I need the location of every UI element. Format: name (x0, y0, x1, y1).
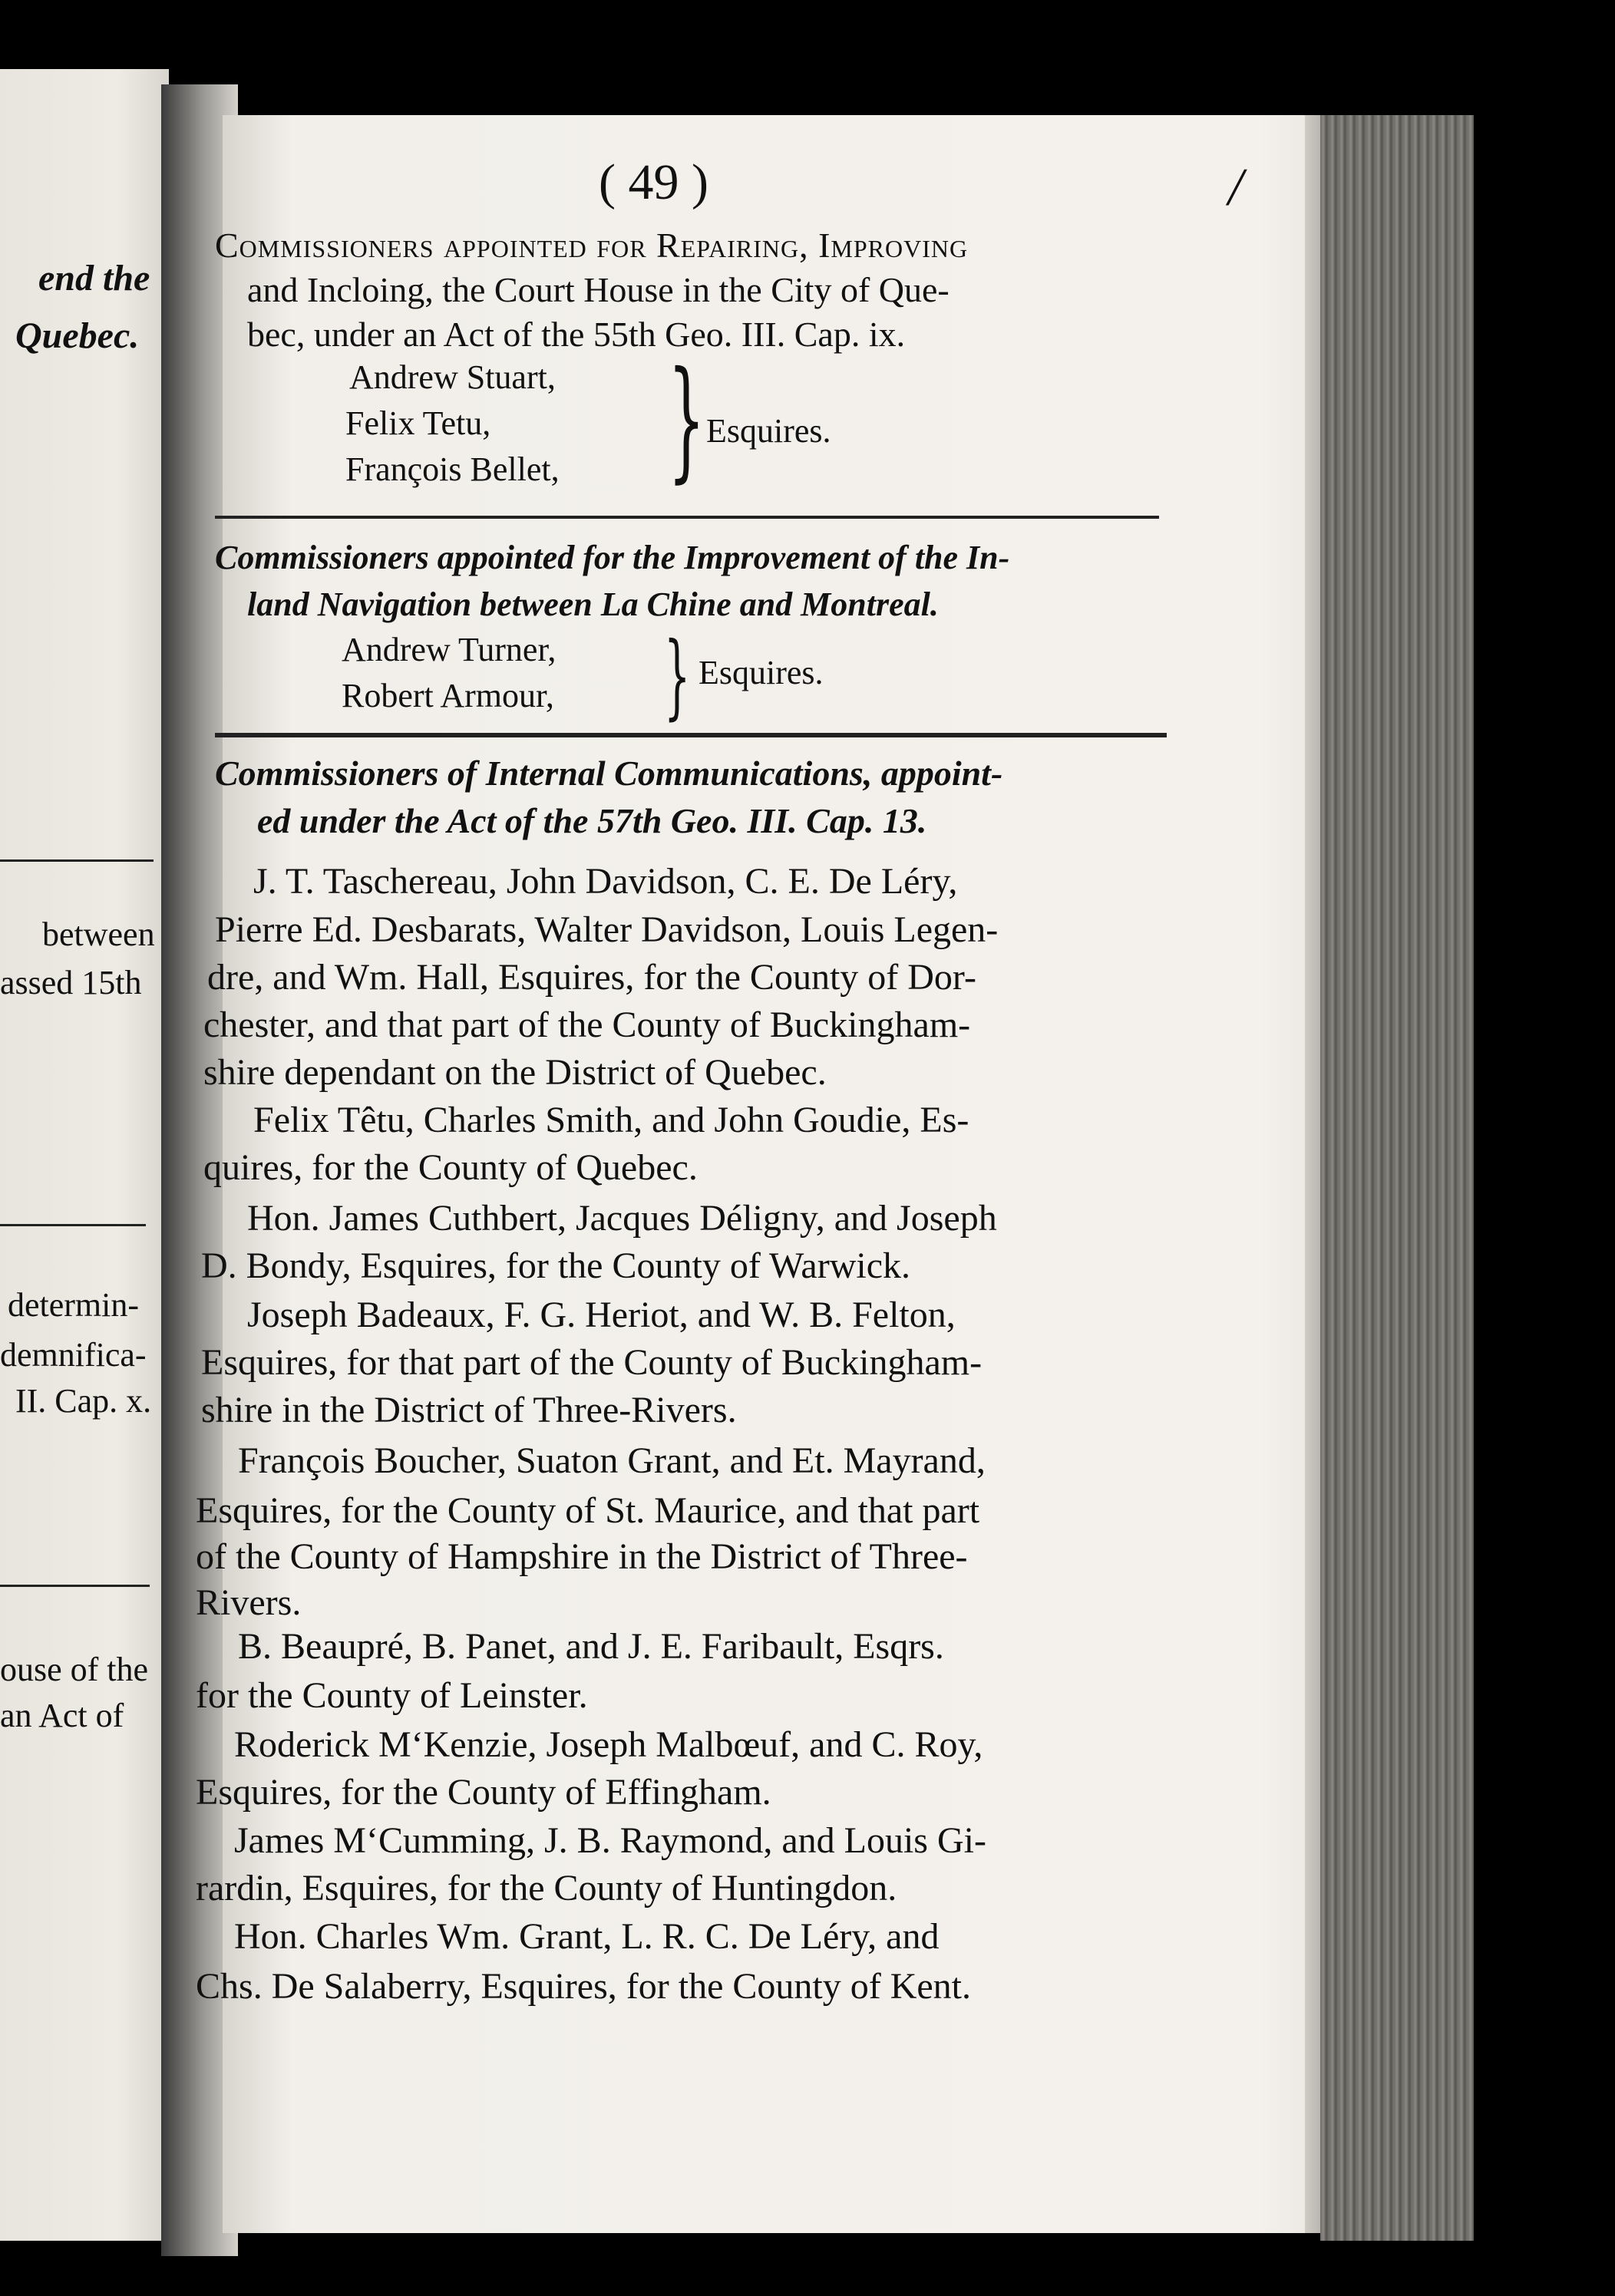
section-rule (215, 733, 1167, 737)
left-facing-page (0, 69, 169, 2241)
body-line: François Boucher, Suaton Grant, and Et. Mayrand, (238, 1440, 986, 1481)
body-line: for the County of Leinster. (196, 1675, 588, 1716)
left-rule (0, 859, 154, 862)
body-line: Esquires, for the County of St. Maurice, and that part (196, 1490, 980, 1531)
left-text-line: an Act of (0, 1697, 124, 1734)
body-line: shire in the District of Three-Rivers. (201, 1390, 737, 1430)
body-line: B. Beaupré, B. Panet, and J. E. Faribault, Esqrs. (238, 1626, 944, 1667)
section1-name: Andrew Stuart, (349, 358, 556, 396)
section3-heading: Commissioners of Internal Communications, appoint- (215, 754, 1003, 793)
body-line: shire dependant on the District of Quebec. (203, 1052, 827, 1093)
section2-name: Robert Armour, (342, 677, 554, 714)
body-line: quires, for the County of Quebec. (203, 1147, 698, 1188)
left-text-line: between (42, 915, 155, 953)
left-rule (0, 1585, 150, 1587)
left-text-line: end the (38, 258, 150, 299)
section2-title: Esquires. (699, 654, 824, 691)
body-line: chester, and that part of the County of Buckingham- (203, 1004, 971, 1045)
body-line: Esquires, for the County of Effingham. (196, 1772, 771, 1813)
section2-name: Andrew Turner, (342, 631, 556, 668)
left-text-line: determin- (8, 1286, 140, 1324)
body-line: Chs. De Salaberry, Esquires, for the County of Kent. (196, 1966, 972, 2007)
section1-name: François Bellet, (345, 450, 560, 488)
section1-line: Commissioners appointed for Repairing, Improving (215, 226, 969, 265)
body-line: D. Bondy, Esquires, for the County of Warwick. (201, 1245, 910, 1286)
section-rule (215, 516, 1159, 519)
left-text-line: assed 15th (0, 964, 142, 1001)
margin-mark: / (1228, 158, 1243, 217)
body-line: Pierre Ed. Desbarats, Walter Davidson, Louis Legen- (215, 909, 999, 950)
body-line: James M‘Cumming, J. B. Raymond, and Louis Gi- (234, 1820, 986, 1861)
left-rule (0, 1224, 146, 1226)
body-line: Felix Têtu, Charles Smith, and John Goudie, Es- (253, 1100, 969, 1140)
section2-line: Commissioners appointed for the Improvement of the In- (215, 539, 1010, 576)
left-text-line: II. Cap. x. (15, 1382, 152, 1420)
section1-line: and Incloing, the Court House in the City of Que- (247, 270, 950, 309)
section1-name: Felix Tetu, (345, 404, 491, 442)
section1-title: Esquires. (706, 412, 831, 450)
body-line: of the County of Hampshire in the District of Three- (196, 1536, 968, 1577)
body-line: J. T. Taschereau, John Davidson, C. E. De Léry, (253, 861, 958, 902)
section1-line: bec, under an Act of the 55th Geo. III. Cap. ix. (247, 315, 906, 354)
brace-icon: } (668, 344, 705, 496)
body-line: rardin, Esquires, for the County of Huntingdon. (196, 1868, 897, 1908)
section3-heading: ed under the Act of the 57th Geo. III. Cap. 13. (257, 801, 927, 840)
body-line: Joseph Badeaux, F. G. Heriot, and W. B. Felton, (247, 1295, 956, 1335)
left-text-line: ouse of the (0, 1651, 149, 1688)
body-line: Hon. James Cuthbert, Jacques Déligny, and Joseph (247, 1198, 997, 1239)
body-line: dre, and Wm. Hall, Esquires, for the County of Dor- (207, 957, 976, 998)
section2-line: land Navigation between La Chine and Montreal. (247, 586, 939, 623)
brace-icon: } (664, 623, 691, 730)
left-text-line: Quebec. (15, 315, 140, 356)
body-line: Rivers. (196, 1582, 302, 1623)
body-line: Hon. Charles Wm. Grant, L. R. C. De Léry, and (234, 1916, 940, 1957)
body-line: Roderick M‘Kenzie, Joseph Malbœuf, and C. Roy, (234, 1724, 983, 1765)
body-line: Esquires, for that part of the County of Buckingham- (201, 1342, 983, 1383)
page-number: ( 49 ) (599, 154, 708, 210)
left-text-line: demnifica- (0, 1336, 147, 1374)
page-edges (1320, 115, 1474, 2241)
